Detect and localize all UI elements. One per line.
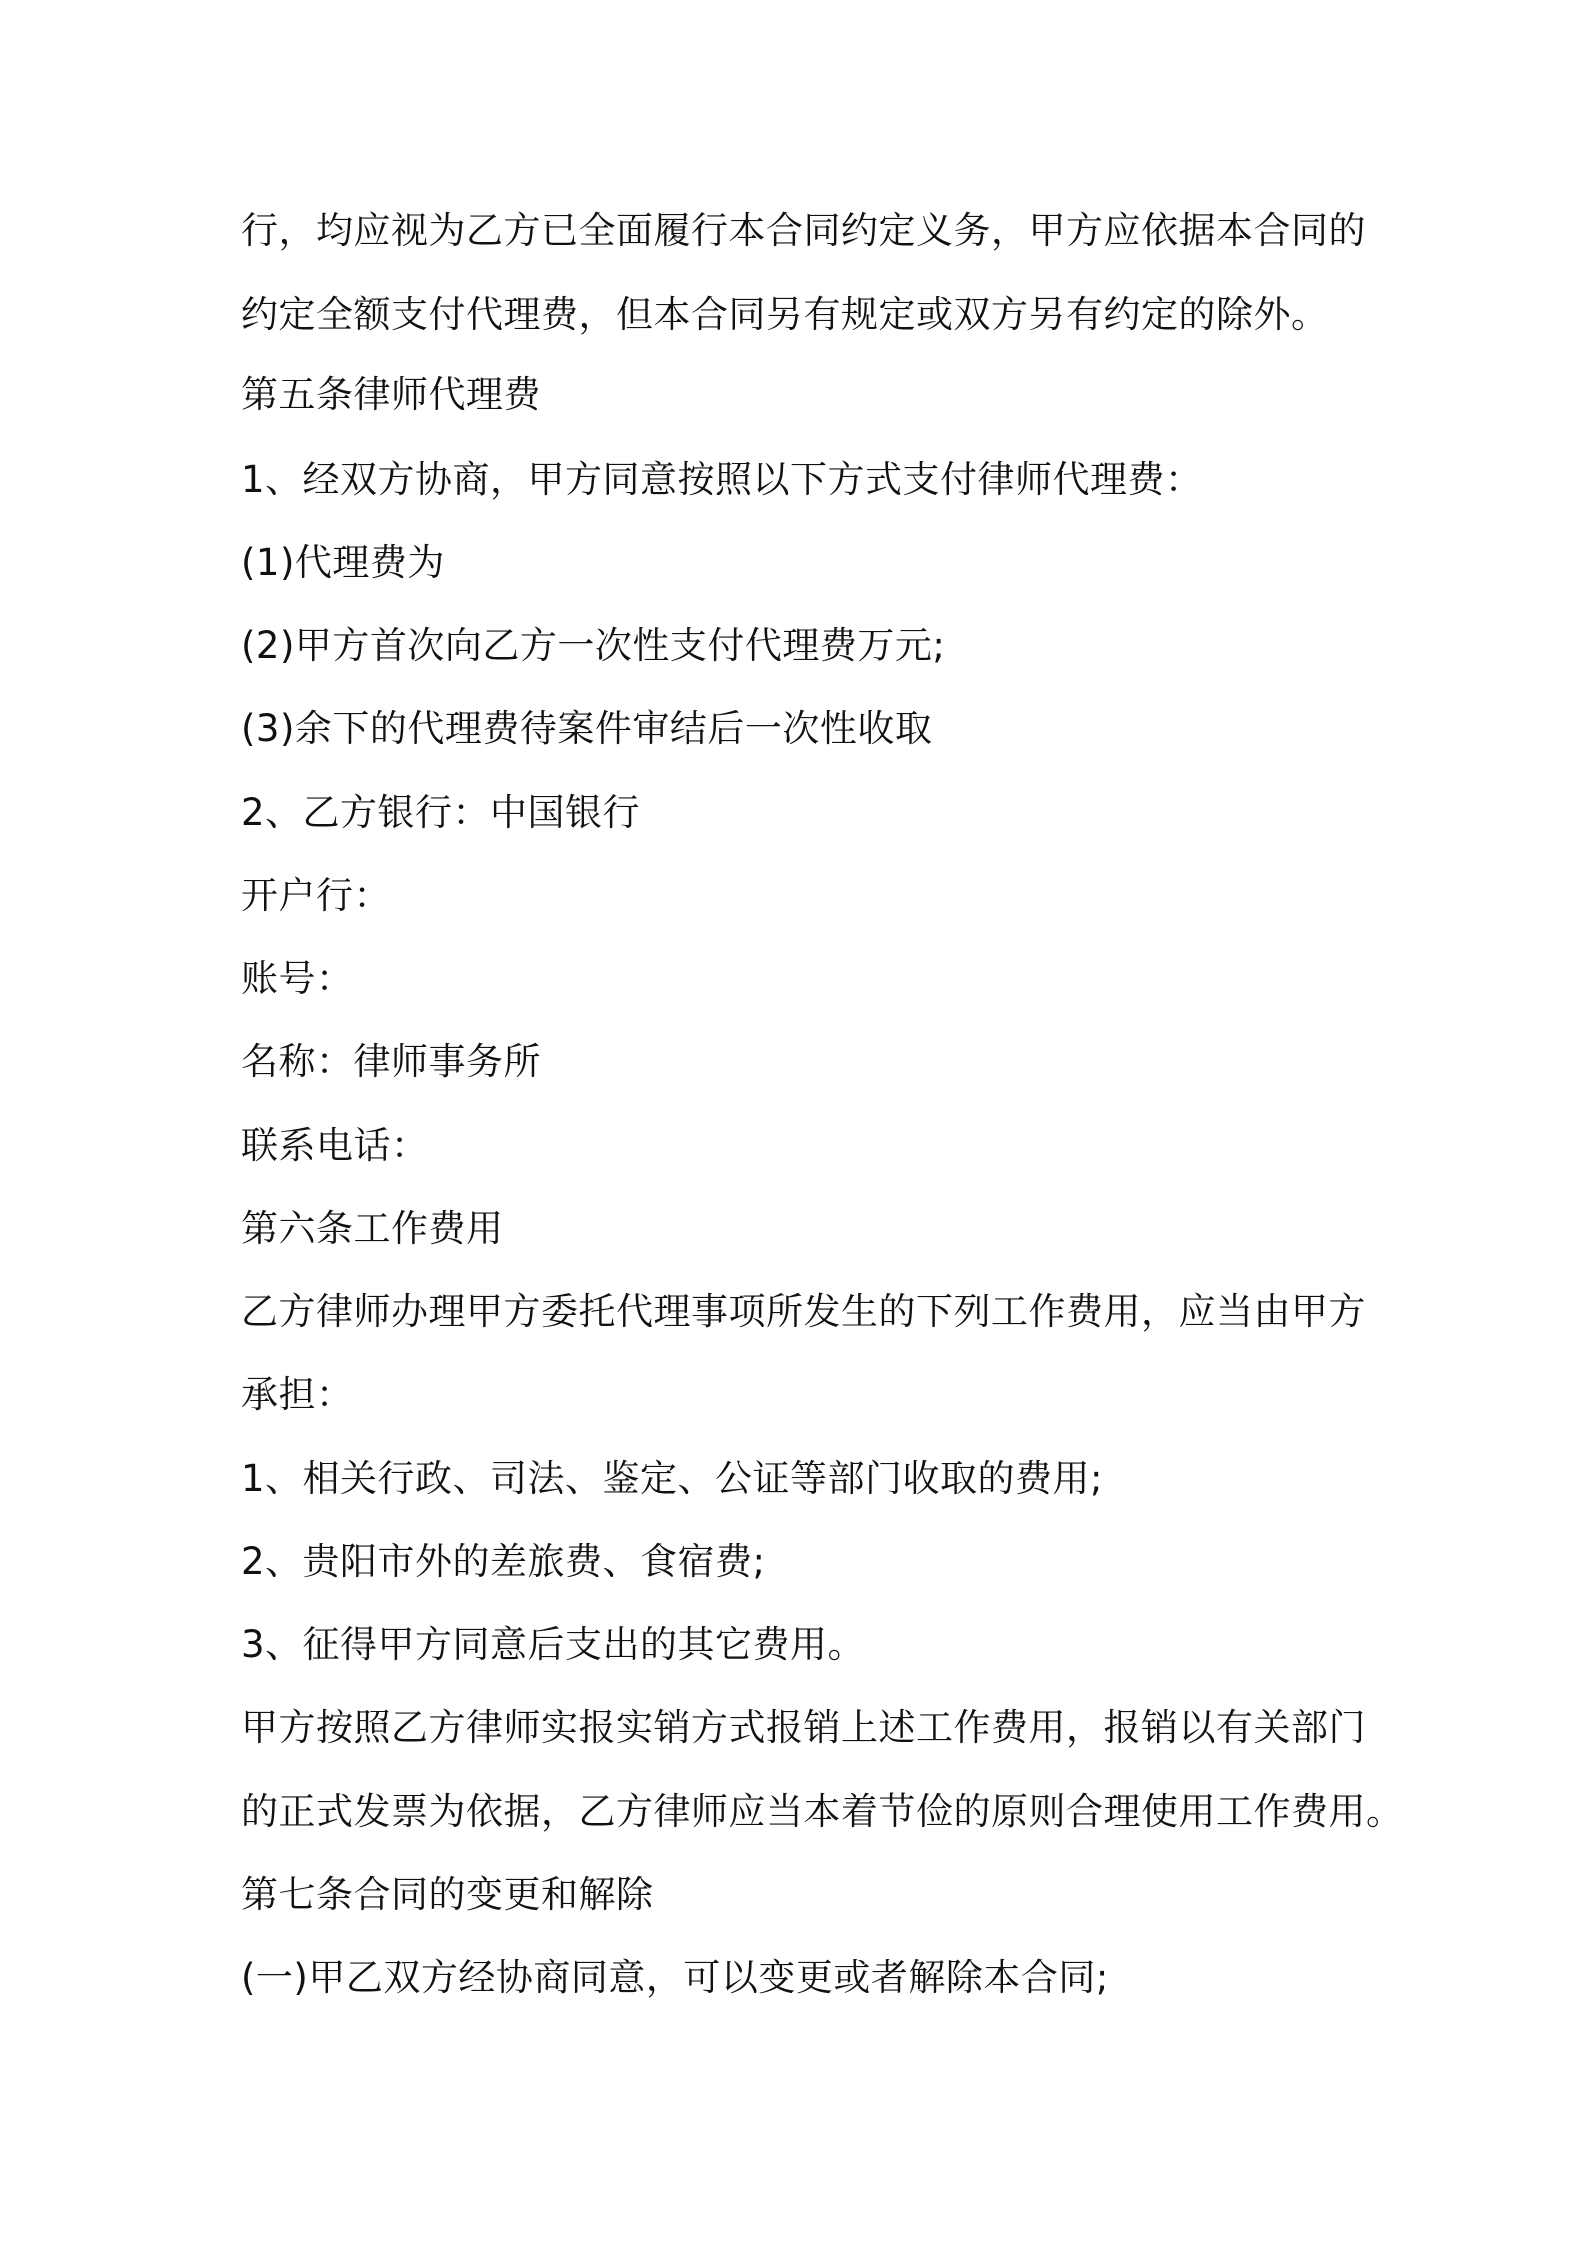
list-item: 2、贵阳市外的差旅费、食宿费;	[241, 1540, 766, 1583]
text-line: 行，均应视为乙方已全面履行本合同约定义务，甲方应依据本合同的	[241, 209, 1366, 252]
text-line: 1、经双方协商，甲方同意按照以下方式支付律师代理费：	[241, 458, 1203, 501]
list-item: 1、相关行政、司法、鉴定、公证等部门收取的费用;	[241, 1457, 1104, 1500]
text-line: 承担：	[241, 1373, 354, 1416]
text-line: 约定全额支付代理费，但本合同另有规定或双方另有约定的除外。	[241, 293, 1329, 336]
text-line: 联系电话：	[241, 1124, 429, 1167]
text-line: 账号：	[241, 957, 354, 1000]
section-heading: 第六条工作费用	[241, 1207, 504, 1250]
text-line: 甲方按照乙方律师实报实销方式报销上述工作费用，报销以有关部门	[241, 1706, 1366, 1749]
text-line: 乙方律师办理甲方委托代理事项所发生的下列工作费用，应当由甲方	[241, 1290, 1366, 1333]
list-item: (1)代理费为	[241, 541, 445, 584]
text-line: 名称：律师事务所	[241, 1040, 541, 1083]
list-item: (2)甲方首次向乙方一次性支付代理费万元;	[241, 624, 946, 667]
list-item: 3、征得甲方同意后支出的其它费用。	[241, 1623, 866, 1666]
text-line: 的正式发票为依据，乙方律师应当本着节俭的原则合理使用工作费用。	[241, 1790, 1404, 1833]
list-item: (3)余下的代理费待案件审结后一次性收取	[241, 707, 933, 750]
section-heading: 第七条合同的变更和解除	[241, 1873, 654, 1916]
text-line: 2、乙方银行：中国银行	[241, 791, 641, 834]
list-item: (一)甲乙双方经协商同意，可以变更或者解除本合同;	[241, 1956, 1109, 1999]
text-line: 开户行：	[241, 874, 391, 917]
section-heading: 第五条律师代理费	[241, 373, 541, 416]
